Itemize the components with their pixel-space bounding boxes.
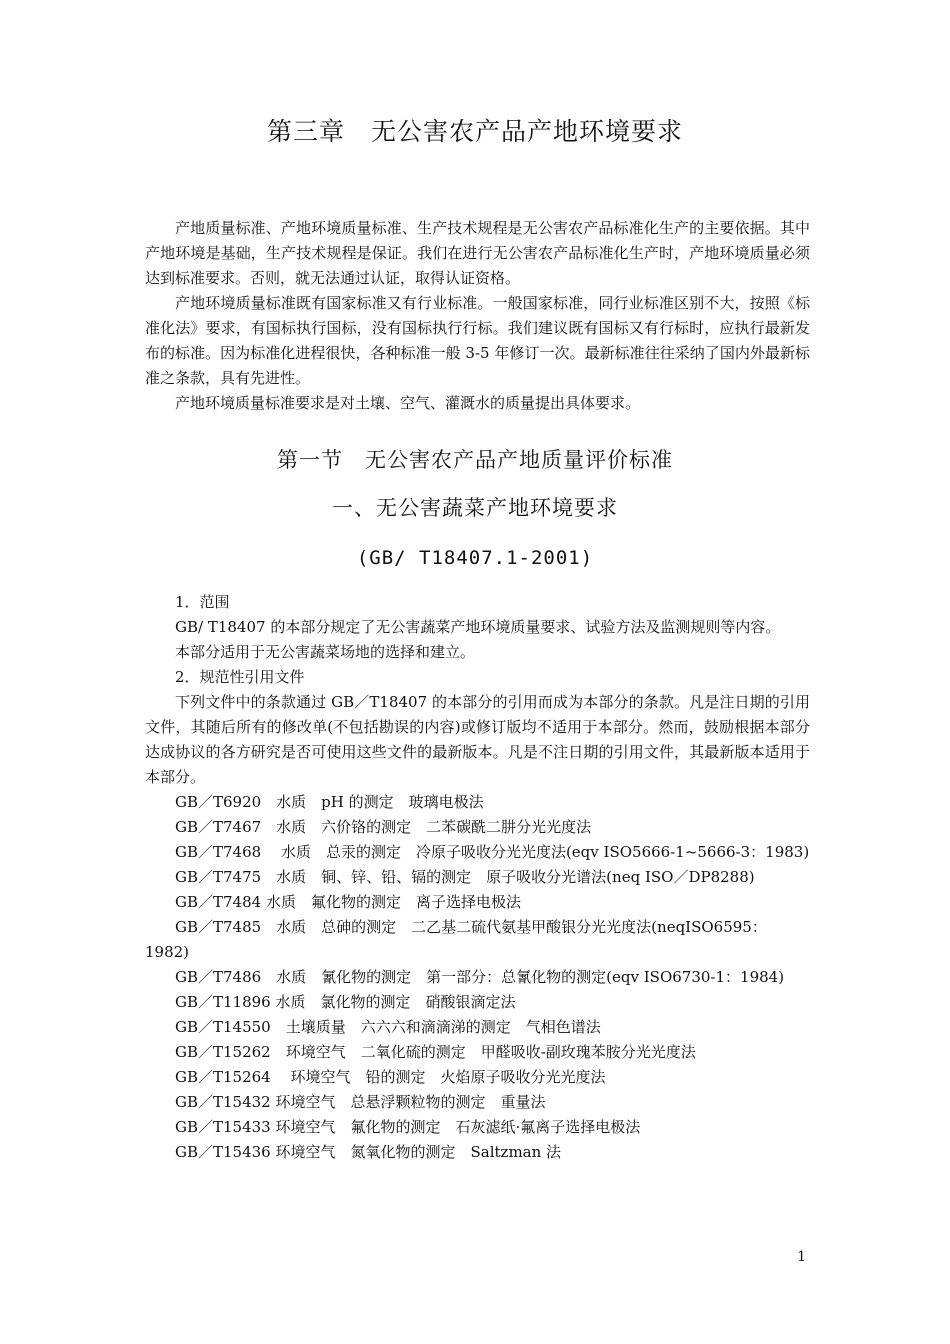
page-number: 1	[797, 1249, 806, 1265]
reference-item: GB／T7485 水质 总砷的测定 二乙基二硫代氨基甲酸银分光光度法(neqISO6595：1982)	[145, 918, 767, 961]
reference-item: GB／T11896 水质 氯化物的测定 硝酸银滴定法	[175, 993, 516, 1011]
main-body	[145, 590, 810, 1165]
reference-item: GB／T7475 水质 铜、锌、铅、镉的测定 原子吸收分光谱法(neq ISO／DP8288)	[175, 868, 755, 886]
intro-paragraph: 产地质量标准、产地环境质量标准、生产技术规程是无公害农产品标准化生产的主要依据。其中产地环境是基础，生产技术规程是保证。我们在进行无公害农产品标准化生产时，产地环境质量必须达到标准要求。否则，就无法通过认证，取得认证资格。	[145, 219, 810, 287]
chapter-title: 第三章 无公害农产品产地环境要求	[266, 117, 683, 146]
reference-item: GB／T7468 水质 总汞的测定 冷原子吸收分光光度法(eqv ISO5666-1~5666-3：1983)	[175, 843, 810, 861]
reference-item: GB／T15432 环境空气 总悬浮颗粒物的测定 重量法	[175, 1093, 546, 1111]
reference-item: GB／T7486 水质 氰化物的测定 第一部分：总氰化物的测定(eqv ISO6730-1：1984)	[175, 968, 785, 986]
reference-item: GB／T15264 环境空气 铅的测定 火焰原子吸收分光光度法	[175, 1068, 606, 1086]
reference-list	[145, 790, 810, 1165]
scope-heading: 1．范围	[175, 593, 230, 611]
references-paragraph: 下列文件中的条款通过 GB／T18407 的本部分的引用而成为本部分的条款。凡是注日期的引用文件，其随后所有的修改单(不包括勘误的内容)或修订版均不适用于本部分。然而，鼓励根据本部分达成协议的各方研究是否可使用这些文件的最新版本。凡是不注日期的引用文件，其最新版本适用于本部分。	[145, 693, 810, 786]
reference-item: GB／T7484 水质 氟化物的测定 离子选择电极法	[175, 893, 521, 911]
reference-item: GB／T15436 环境空气 氮氧化物的测定 Saltzman 法	[175, 1143, 562, 1161]
reference-item: GB／T15262 环境空气 二氧化硫的测定 甲醛吸收-副玫瑰苯胺分光光度法	[175, 1043, 696, 1061]
reference-item: GB／T14550 土壤质量 六六六和滴滴涕的测定 气相色谱法	[175, 1018, 601, 1036]
subsection-title: 一、无公害蔬菜产地环境要求	[332, 496, 618, 520]
section-title: 第一节 无公害农产品产地质量评价标准	[277, 448, 673, 472]
standard-code: (GB/ T18407.1-2001)	[356, 547, 594, 569]
intro-section	[145, 216, 810, 416]
intro-paragraph: 产地环境质量标准既有国家标准又有行业标准。一般国家标准，同行业标准区别不大，按照《标准化法》要求，有国标执行国标，没有国标执行行标。我们建议既有国标又有行标时，应执行最新发布的标准。因为标准化进程很快，各种标准一般 3-5 年修订一次。最新标准往往采纳了国内外最新标准之条款，具有先进性。	[145, 294, 810, 387]
reference-item: GB／T7467 水质 六价铬的测定 二苯碳酰二肼分光光度法	[175, 818, 592, 836]
scope-paragraph: GB/ T18407 的本部分规定了无公害蔬菜产地环境质量要求、试验方法及监测规则等内容。	[175, 618, 781, 636]
reference-item: GB／T15433 环境空气 氟化物的测定 石灰滤纸·氟离子选择电极法	[175, 1118, 641, 1136]
scope-paragraph: 本部分适用于无公害蔬菜场地的选择和建立。	[175, 643, 476, 661]
references-heading: 2．规范性引用文件	[175, 668, 305, 686]
intro-paragraph: 产地环境质量标准要求是对土壤、空气、灌溉水的质量提出具体要求。	[175, 394, 641, 412]
reference-item: GB／T6920 水质 pH 的测定 玻璃电极法	[175, 793, 484, 811]
